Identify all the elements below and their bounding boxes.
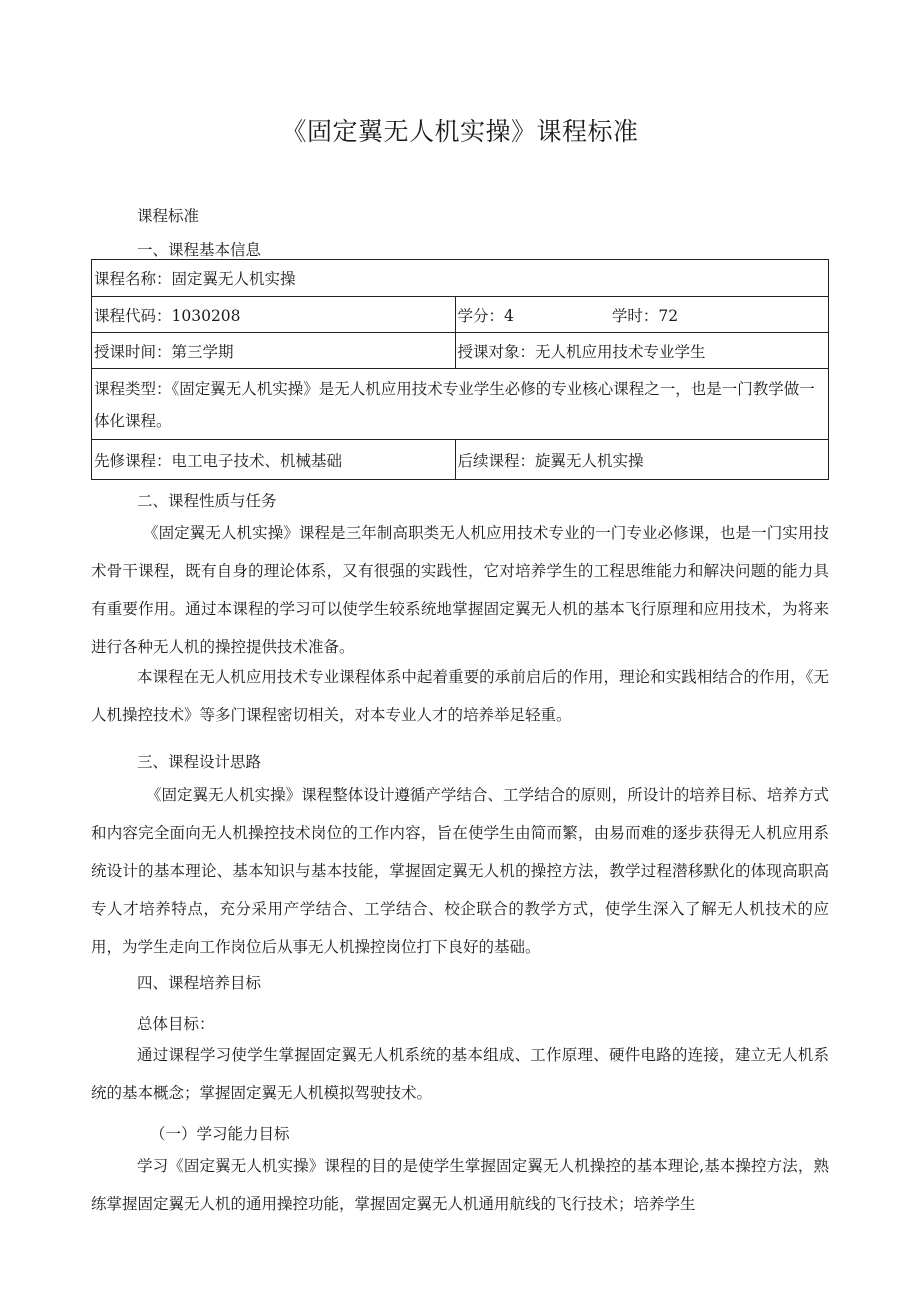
overall-goal-text: 通过课程学习使学生掌握固定翼无人机系统的基本组成、工作原理、硬件电路的连接，建立无人机系统的基本概念；掌握固定翼无人机模拟驾驶技术。 (91, 1046, 829, 1102)
table-row (92, 333, 829, 369)
course-code-cell: 课程代码：1030208 (92, 297, 456, 333)
credits-value: 学分：4 (457, 306, 514, 325)
doc-label: 课程标准 (137, 207, 200, 225)
table-row (92, 369, 829, 440)
follow-up-cell: 后续课程：旋翼无人机实操 (455, 440, 828, 480)
overall-goal-label: 总体目标： (137, 1015, 215, 1033)
section2-heading: 二、课程性质与任务 (137, 492, 277, 510)
section2-paragraph-1: 《固定翼无人机实操》课程是三年制高职类无人机应用技术专业的一门专业必修课，也是一门实用技术骨干课程，既有自身的理论体系，又有很强的实践性，它对培养学生的工程思维能力和解决问题的能力具有重要作用。通过本课程的学习可以使学生较系统地掌握固定翼无人机的基本飞行原理和应用技术，为将来进行各种无人机的操控提供技术准备。 (91, 524, 829, 656)
section1-heading: 一、课程基本信息 (137, 241, 262, 259)
document-title: 《固定翼无人机实操》课程标准 (281, 117, 639, 146)
course-info-table (91, 259, 829, 480)
table-row (92, 297, 829, 333)
learning-goal-text: 学习《固定翼无人机实操》课程的目的是使学生掌握固定翼无人机操控的基本理论,基本操控方法，熟练掌握固定翼无人机的通用操控功能，掌握固定翼无人机通用航线的飞行技术；培养学生 (91, 1157, 829, 1213)
table-row (92, 260, 829, 297)
prerequisite-cell: 先修课程：电工电子技术、机械基础 (92, 440, 456, 480)
audience-cell: 授课对象：无人机应用技术专业学生 (455, 333, 828, 369)
section3-paragraph: 《固定翼无人机实操》课程整体设计遵循产学结合、工学结合的原则，所设计的培养目标、培养方式和内容完全面向无人机操控技术岗位的工作内容，旨在使学生由简而繁，由易而难的逐步获得无人机应用系统设计的基本理论、基本知识与基本技能，掌握固定翼无人机的操控方法，教学过程潜移默化的体现高职高专人才培养特点，充分采用产学结合、工学结合、校企联合的教学方式，使学生深入了解无人机技术的应用，为学生走向工作岗位后从事无人机操控岗位打下良好的基础。 (91, 786, 829, 956)
hours-value: 学时：72 (611, 306, 679, 325)
course-name-cell: 课程名称：固定翼无人机实操 (92, 260, 829, 297)
section3-heading: 三、课程设计思路 (137, 753, 262, 771)
learning-goal-heading: （一）学习能力目标 (150, 1125, 290, 1143)
term-cell: 授课时间：第三学期 (92, 333, 456, 369)
table-row (92, 440, 829, 480)
credits-hours-cell (455, 297, 828, 333)
section2-paragraph-2: 本课程在无人机应用技术专业课程体系中起着重要的承前启后的作用，理论和实践相结合的作用，《无人机操控技术》等多门课程密切相关，对本专业人才的培养举足轻重。 (91, 668, 829, 724)
course-type-cell: 课程类型：《固定翼无人机实操》是无人机应用技术专业学生必修的专业核心课程之一，也是一门教学做一体化课程。 (92, 369, 829, 440)
section4-heading: 四、课程培养目标 (137, 974, 262, 992)
